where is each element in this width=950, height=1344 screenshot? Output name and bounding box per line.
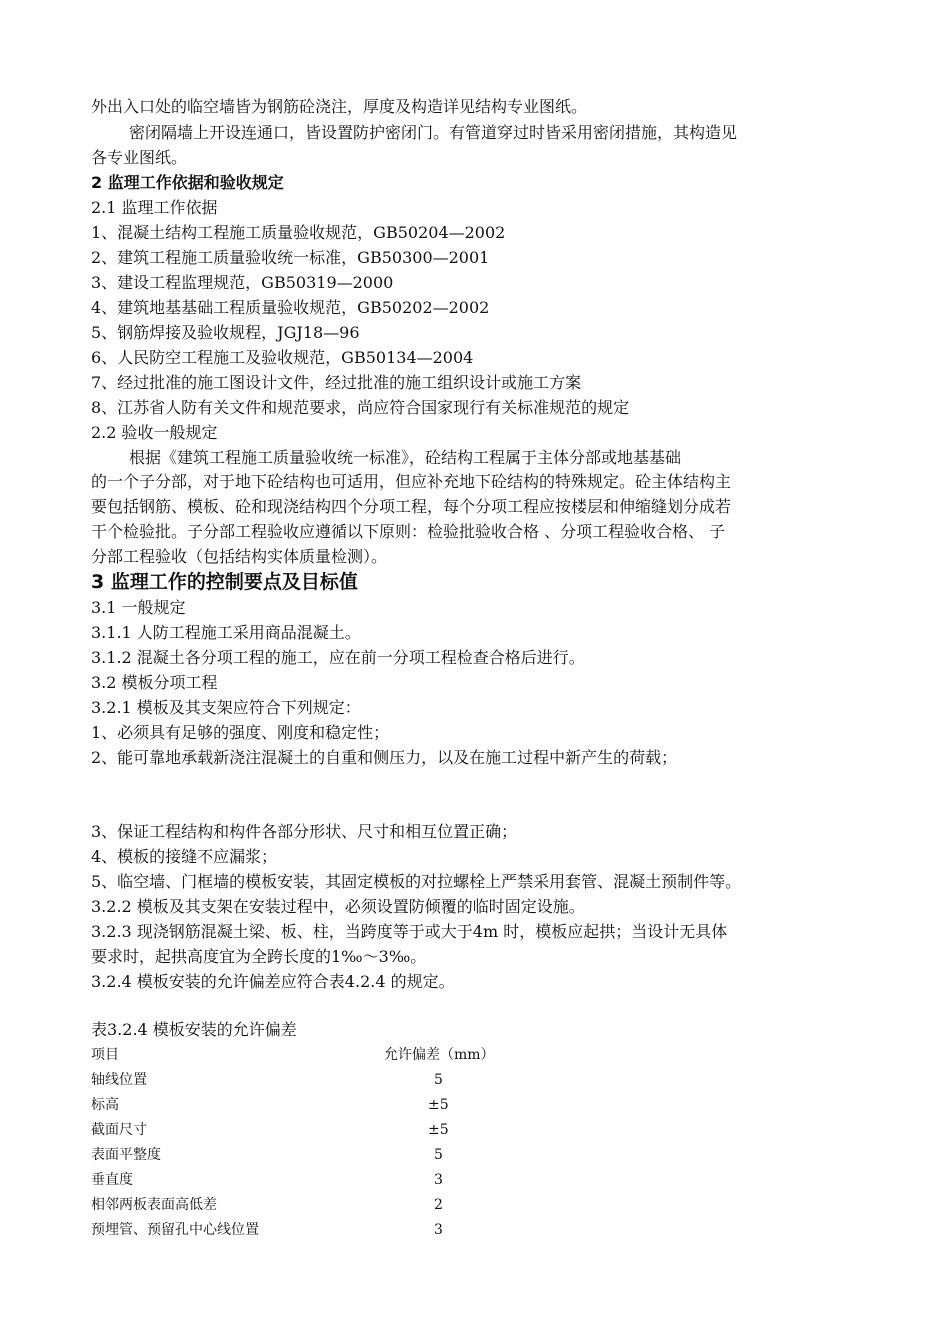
table-row-value: 5 — [434, 1072, 443, 1088]
table-row-value: 3 — [434, 1222, 443, 1238]
section-3-line: 3.2 模板分项工程 — [91, 673, 218, 692]
table-row-item: 相邻两板表面高低差 — [91, 1197, 217, 1213]
basis-item: 1、混凝土结构工程施工质量验收规范，GB50204—2002 — [91, 223, 506, 242]
table-row-item: 截面尺寸 — [91, 1122, 147, 1138]
table-header-value: 允许偏差（mm） — [384, 1047, 495, 1063]
section-3-line: 要求时，起拱高度宜为全跨长度的1‰～3‰。 — [91, 947, 427, 966]
section-3-line: 3.1.1 人防工程施工采用商品混凝土。 — [91, 623, 361, 642]
paragraph-line: 要包括钢筋、模板、砼和现浇结构四个分项工程，每个分项工程应按楼层和伸缩缝划分成若 — [91, 497, 732, 516]
basis-item: 8、江苏省人防有关文件和规范要求，尚应符合国家现行有关标准规范的规定 — [91, 398, 630, 417]
paragraph-line: 的一个子分部，对于地下砼结构也可适用，但应补充地下砼结构的特殊规定。砼主体结构主 — [91, 472, 732, 491]
section-3-line: 2、能可靠地承载新浇注混凝土的自重和侧压力，以及在施工过程中新产生的荷载； — [91, 748, 678, 767]
table-header-item: 项目 — [91, 1047, 119, 1063]
section-3-line: 3.1.2 混凝土各分项工程的施工，应在前一分项工程检查合格后进行。 — [91, 648, 585, 667]
basis-item: 7、经过批准的施工图设计文件，经过批准的施工组织设计或施工方案 — [91, 373, 582, 392]
basis-item: 4、建筑地基基础工程质量验收规范，GB50202—2002 — [91, 298, 490, 317]
section-2-1-heading: 2.1 监理工作依据 — [91, 198, 218, 217]
section-3-line: 3.2.2 模板及其支架在安装过程中，必须设置防倾覆的临时固定设施。 — [91, 897, 585, 916]
table-caption: 表3.2.4 模板安装的允许偏差 — [91, 1020, 297, 1039]
intro-line-1: 外出入口处的临空墙皆为钢筋砼浇注，厚度及构造详见结构专业图纸。 — [91, 97, 588, 116]
table-row-item: 表面平整度 — [91, 1147, 161, 1163]
basis-item: 5、钢筋焊接及验收规程，JGJ18—96 — [91, 323, 360, 342]
table-row-item: 预埋管、预留孔中心线位置 — [91, 1222, 259, 1238]
table-row-item: 垂直度 — [91, 1172, 133, 1188]
table-row-item: 标高 — [91, 1097, 119, 1113]
table-row-value: 3 — [434, 1172, 443, 1188]
paragraph-line: 分部工程验收（包括结构实体质量检测）。 — [91, 547, 388, 566]
basis-item: 2、建筑工程施工质量验收统一标准，GB50300—2001 — [91, 248, 490, 267]
section-2-2-heading: 2.2 验收一般规定 — [91, 423, 218, 442]
intro-line-2: 密闭隔墙上开设连通口，皆设置防护密闭门。有管道穿过时皆采用密闭措施，其构造见 — [129, 123, 738, 142]
section-3-line: 3.1 一般规定 — [91, 598, 186, 617]
table-row-item: 轴线位置 — [91, 1072, 147, 1088]
section-3-line: 5、临空墙、门框墙的模板安装，其固定模板的对拉螺栓上严禁采用套管、混凝土预制件等。 — [91, 872, 742, 891]
section-3-line: 3.2.3 现浇钢筋混凝土梁、板、柱，当跨度等于或大于4m 时，模板应起拱；当设计无具体 — [91, 922, 728, 941]
paragraph-line: 根据《建筑工程施工质量验收统一标准》，砼结构工程属于主体分部或地基基础 — [129, 448, 682, 467]
basis-item: 6、人民防空工程施工及验收规范，GB50134—2004 — [91, 348, 474, 367]
section-3-line: 3、保证工程结构和构件各部分形状、尺寸和相互位置正确； — [91, 822, 518, 841]
paragraph-line: 干个检验批。子分部工程验收应遵循以下原则：检验批验收合格 、分项工程验收合格、 子 — [91, 522, 726, 541]
section-3-heading: 3 监理工作的控制要点及目标值 — [91, 571, 358, 593]
section-3-line: 4、模板的接缝不应漏浆； — [91, 847, 278, 866]
section-2-heading: 2 监理工作依据和验收规定 — [91, 173, 284, 192]
section-3-line: 3.2.1 模板及其支架应符合下列规定： — [91, 698, 361, 717]
basis-item: 3、建设工程监理规范，GB50319—2000 — [91, 273, 394, 292]
section-3-line: 3.2.4 模板安装的允许偏差应符合表4.2.4 的规定。 — [91, 972, 455, 991]
table-row-value: ±5 — [428, 1097, 449, 1113]
intro-line-3: 各专业图纸。 — [91, 148, 188, 167]
table-row-value: 2 — [434, 1197, 443, 1213]
table-row-value: ±5 — [428, 1122, 449, 1138]
section-3-line: 1、必须具有足够的强度、刚度和稳定性； — [91, 723, 390, 742]
table-row-value: 5 — [434, 1147, 443, 1163]
